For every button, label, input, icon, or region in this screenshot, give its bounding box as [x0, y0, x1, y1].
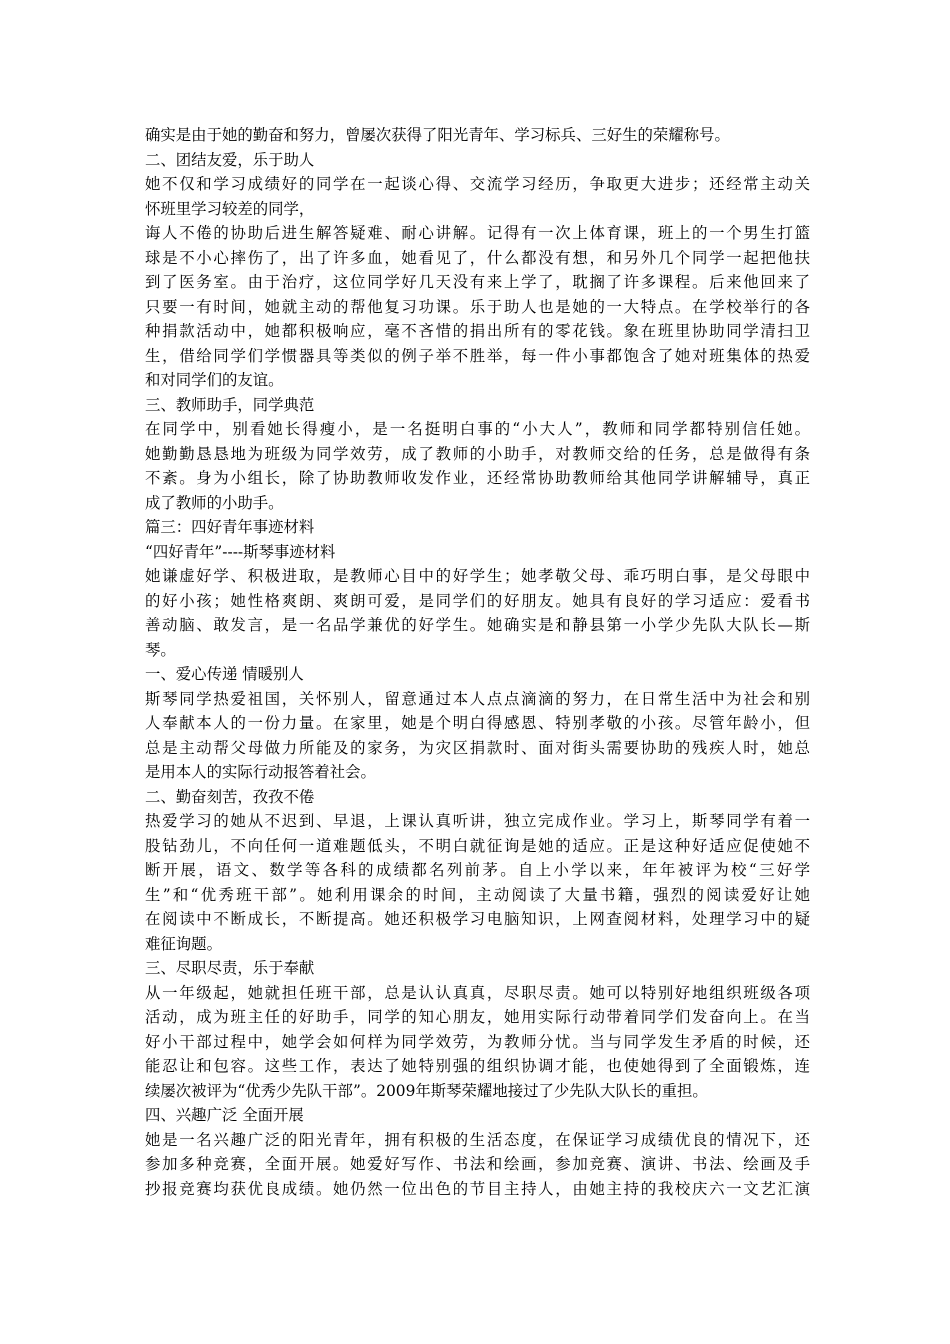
text-line: 二、团结友爱，乐于助人	[145, 150, 315, 169]
text-line: 她谦虚好学、积极进取，是教师心目中的好学生；她孝敬父母、乖巧明白事，是父母眼中	[145, 567, 810, 585]
text-line: 难征询题。	[145, 934, 222, 953]
text-line: 琴。	[145, 640, 176, 659]
text-line: 她是一名兴趣广泛的阳光青年，拥有积极的生活态度，在保证学习成绩优良的情况下，还	[145, 1130, 810, 1149]
text-line: 怀班里学习较差的同学，	[145, 199, 315, 218]
text-line: 善动脑、敢发言，是一名品学兼优的好学生。她确实是和静县第一小学少先队大队长—斯	[145, 616, 810, 634]
text-line: 好小干部过程中，她学会如何样为同学效劳，为教师分忧。当与同学发生矛盾的时候，还	[145, 1032, 810, 1051]
text-line: 活动，成为班主任的好助手，同学的知心朋友，她用实际行动带着同学们发奋向上。在当	[145, 1008, 810, 1026]
text-line: 股钻劲儿，不向任何一道难题低头，不明白就征询是她的适应。正是这种好适应促使她不	[145, 836, 810, 855]
document-body	[145, 123, 810, 1201]
text-line: 续屡次被评为“优秀少先队干部”。2009年斯琴荣耀地接过了少先队大队长的重担。	[145, 1081, 708, 1100]
text-line: 在同学中，别看她长得瘦小，是一名挺明白事的“小大人”，教师和同学都特别信任她。	[145, 420, 810, 438]
text-line: 二、勤奋刻苦，孜孜不倦	[145, 787, 315, 806]
text-line: 能忍让和包容。这些工作，表达了她特别强的组织协调才能，也使她得到了全面锻炼，连	[145, 1057, 810, 1075]
text-line: “四好青年”----斯琴事迹材料	[145, 542, 336, 561]
text-line: 人奉献本人的一份力量。在家里，她是个明白得感恩、特别孝敬的小孩。尽管年龄小，但	[145, 714, 810, 732]
text-line: 生”和“优秀班干部”。她利用课余的时间，主动阅读了大量书籍，强烈的阅读爱好让她	[145, 885, 810, 904]
text-line: 参加多种竞赛，全面开展。她爱好写作、书法和绘画，参加竞赛、演讲、书法、绘画及手	[145, 1155, 810, 1173]
text-line: 她勤勤恳恳地为班级为同学效劳，成了教师的小助手，对教师交给的任务，总是做得有条	[145, 444, 810, 463]
text-line: 断开展，语文、数学等各科的成绩都名列前茅。自上小学以来，年年被评为校“三好学	[145, 861, 810, 879]
text-line: 从一年级起，她就担任班干部，总是认认真真，尽职尽责。她可以特别好地组织班级各项	[145, 983, 810, 1002]
text-line: 四、兴趣广泛 全面开展	[145, 1106, 304, 1124]
text-line: 热爱学习的她从不迟到、早退，上课认真听讲，独立完成作业。学习上，斯琴同学有着一	[145, 812, 810, 830]
text-line: 抄报竞赛均获优良成绩。她仍然一位出色的节目主持人，由她主持的我校庆六一文艺汇演	[145, 1179, 810, 1198]
text-line: 到了医务室。由于治疗，这位同学好几天没有来上学了，耽搁了许多课程。后来他回来了	[145, 273, 810, 291]
text-line: 球是不小心摔伤了，出了许多血，她看见了，什么都没有想，和另外几个同学一起把他扶	[145, 248, 810, 267]
text-line: 篇三：四好青年事迹材料	[145, 518, 315, 536]
text-line: 三、尽职尽责，乐于奉献	[145, 959, 315, 977]
text-line: 三、教师助手，同学典范	[145, 395, 315, 414]
text-line: 种捐款活动中，她都积极响应，毫不吝惜的捐出所有的零花钱。象在班里协助同学清扫卫	[145, 322, 810, 340]
text-line: 诲人不倦的协助后进生解答疑难、耐心讲解。记得有一次上体育课，班上的一个男生打篮	[145, 224, 810, 242]
text-line: 总是主动帮父母做力所能及的家务，为灾区捐款时、面对街头需要协助的残疾人时，她总	[145, 738, 810, 757]
text-line: 不紊。身为小组长，除了协助教师收发作业，还经常协助教师给其他同学讲解辅导，真正	[145, 469, 810, 487]
text-line: 只要一有时间，她就主动的帮他复习功课。乐于助人也是她的一大特点。在学校举行的各	[145, 297, 810, 316]
text-line: 是用本人的实际行动报答着社会。	[145, 763, 376, 781]
text-line: 斯琴同学热爱祖国，关怀别人，留意通过本人点点滴滴的努力，在日常生活中为社会和别	[145, 689, 810, 708]
text-line: 的好小孩；她性格爽朗、爽朗可爱，是同学们的好朋友。她具有良好的学习适应：爱看书	[145, 591, 810, 610]
text-line: 确实是由于她的勤奋和努力，曾屡次获得了阳光青年、学习标兵、三好生的荣耀称号。	[145, 126, 730, 144]
text-line: 生，借给同学们学惯器具等类似的例子举不胜举，每一件小事都饱含了她对班集体的热爱	[145, 346, 810, 365]
text-line: 在阅读中不断成长，不断提高。她还积极学习电脑知识，上网查阅材料，处理学习中的疑	[145, 910, 810, 928]
text-line: 她不仅和学习成绩好的同学在一起谈心得、交流学习经历，争取更大进步；还经常主动关	[145, 175, 810, 193]
text-line: 和对同学们的友谊。	[145, 371, 284, 389]
text-line: 一、爱心传递 情暖别人	[145, 665, 304, 683]
text-line: 成了教师的小助手。	[145, 493, 284, 512]
